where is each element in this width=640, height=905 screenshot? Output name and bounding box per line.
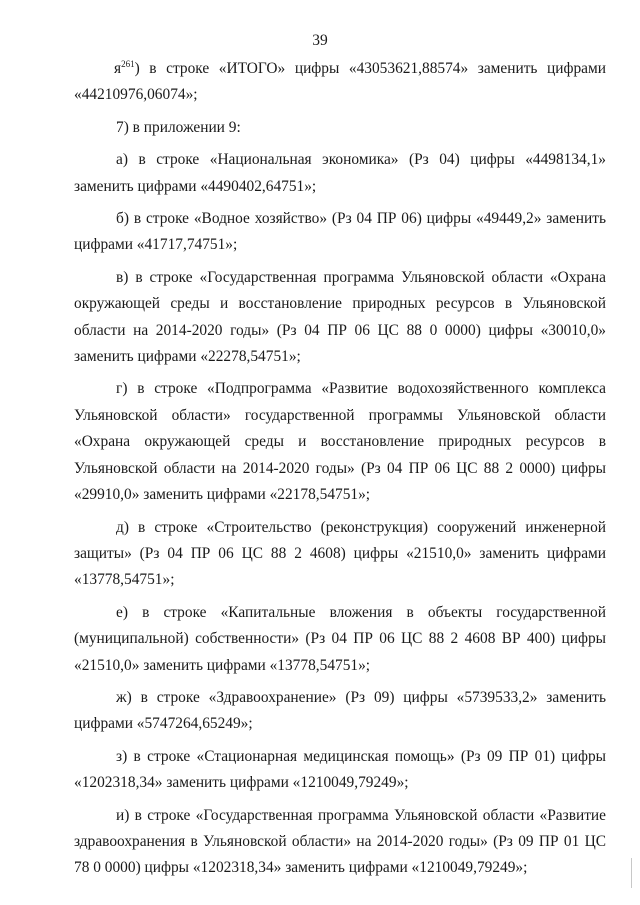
paragraph-item-g: г) в строке «Подпрограмма «Развитие водохозяйственного комплекса Ульяновской области» государственной программы Ульяновской области «Охрана окружающей среды и восстановление природных ресурсов в Ульяновской области на 2014-2020 годы» (Рз 04 ПР 06 ЦС 88 2 0000) цифры «29910,0» заменить цифрами «22178,54751»; bbox=[74, 380, 606, 504]
paragraph-item-a: а) в строке «Национальная экономика» (Рз 04) цифры «4498134,1» заменить цифрами «4490402,64751»; bbox=[74, 151, 606, 195]
paragraph-appendix-9: 7) в приложении 9: bbox=[116, 118, 241, 136]
paragraph-item-b: б) в строке «Водное хозяйство» (Рз 04 ПР 06) цифры «49449,2» заменить цифрами «41717,74751»; bbox=[74, 210, 606, 254]
scan-edge-line bbox=[631, 858, 632, 888]
paragraph-item-zh: ж) в строке «Здравоохранение» (Рз 09) цифры «5739533,2» заменить цифрами «5747264,65249»; bbox=[74, 688, 606, 733]
document-body bbox=[74, 56, 606, 882]
paragraph-item-v: в) в строке «Государственная программа Ульяновской области «Охрана окружающей среды и восстановление природных ресурсов в Ульяновской области на 2014-2020 годы» (Рз 04 ПР 06 ЦС 88 0 0000) цифры «30010,0» заменить цифрами «22278,54751»; bbox=[74, 268, 606, 366]
paragraph-prefix: я bbox=[114, 60, 122, 77]
paragraph-item-z: з) в строке «Стационарная медицинская помощь» (Рз 09 ПР 01) цифры «1202318,34» заменить цифрами «1210049,79249»; bbox=[74, 747, 606, 792]
footnote-superscript: 261 bbox=[121, 59, 135, 69]
paragraph-item-i: и) в строке «Государственная программа Ульяновской области «Развитие здравоохранения в Ульяновской области» на 2014-2020 годы» (Рз 09 ПР 01 ЦС 78 0 0000) цифры «1202318,34» заменить цифрами «1210049,79249»; bbox=[74, 806, 606, 877]
paragraph-item-e: е) в строке «Капитальные вложения в объекты государственной (муниципальной) собственности» (Рз 04 ПР 06 ЦС 88 2 4608 ВР 400) цифры «21510,0» заменить цифрами «13778,54751»; bbox=[74, 603, 606, 674]
paragraph-text: ) в строке «ИТОГО» цифры «43053621,88574» заменить цифрами «44210976,06074»; bbox=[74, 60, 606, 104]
paragraph-itogo bbox=[74, 56, 606, 109]
paragraph-item-d: д) в строке «Строительство (реконструкция) сооружений инженерной защиты» (Рз 04 ПР 06 ЦС 88 2 4608) цифры «21510,0» заменить цифрами «13778,54751»; bbox=[74, 518, 606, 589]
page-number: 39 bbox=[312, 32, 328, 49]
